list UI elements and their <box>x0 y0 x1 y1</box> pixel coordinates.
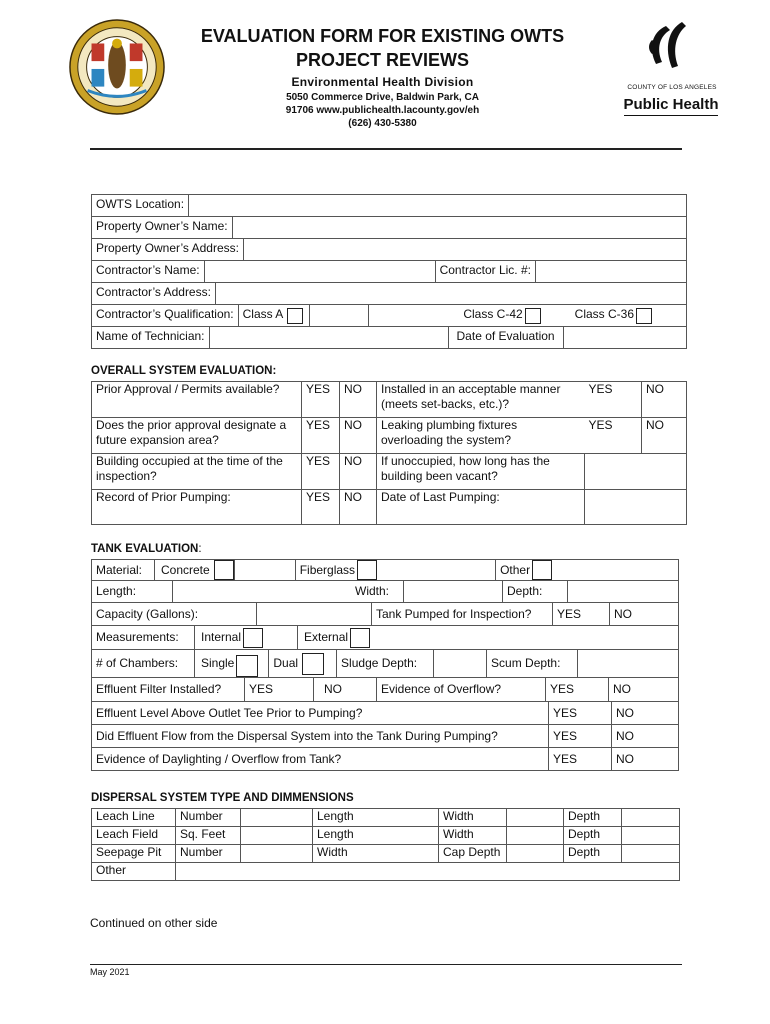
dispersal-dim3-label: Depth <box>564 845 622 863</box>
q-pumping-no[interactable]: NO <box>340 490 377 525</box>
daylight-label: Evidence of Daylighting / Overflow from Tank? <box>92 748 549 770</box>
q-last-pumping-date: Date of Last Pumping: <box>377 490 585 525</box>
division-address: 5050 Commerce Drive, Baldwin Park, CA <box>286 92 479 103</box>
division-phone: (626) 430-5380 <box>348 118 417 129</box>
depth-field[interactable] <box>568 581 678 602</box>
dispersal-dim3-field[interactable] <box>622 809 680 827</box>
q-prior-approval-yes[interactable]: YES <box>302 382 340 418</box>
owts-location-row <box>92 195 687 217</box>
fiberglass-label: Fiberglass <box>299 563 356 577</box>
overflow-yes[interactable]: YES <box>546 678 609 701</box>
dispersal-type-label: Leach Line <box>92 809 176 827</box>
single-label: Single <box>201 656 235 670</box>
capacity-field[interactable] <box>257 603 372 625</box>
spacer-cell <box>234 560 296 581</box>
overflow-no[interactable]: NO <box>613 682 631 696</box>
dispersal-dim3-label: Depth <box>564 827 622 845</box>
depth-label: Depth: <box>503 581 568 602</box>
spacer-cell <box>263 626 298 649</box>
dispersal-other-label: Other <box>92 863 176 881</box>
q-expansion-area: Does the prior approval designate a future expansion area? <box>92 418 302 454</box>
q-prior-approval-no[interactable]: NO <box>340 382 377 418</box>
material-label: Material: <box>92 560 155 581</box>
flow-no[interactable]: NO <box>616 729 634 743</box>
dispersal-dim3-label: Depth <box>564 809 622 827</box>
footer-divider <box>90 964 682 965</box>
overall-row-2 <box>92 418 687 454</box>
flow-label: Did Effluent Flow from the Dispersal System into the Tank During Pumping? <box>92 725 549 747</box>
logo-county-text: COUNTY OF LOS ANGELES <box>627 84 717 91</box>
dispersal-heading: DISPERSAL SYSTEM TYPE AND DIMMENSIONS <box>91 792 354 804</box>
tank-heading <box>91 543 202 555</box>
spacer-cell <box>377 560 496 581</box>
dispersal-other-field[interactable] <box>176 863 680 881</box>
dispersal-measure-field[interactable] <box>241 809 313 827</box>
pumped-label: Tank Pumped for Inspection? <box>372 603 553 625</box>
concrete-checkbox[interactable] <box>214 560 234 580</box>
dispersal-measure-label: Number <box>176 845 241 863</box>
technician-label: Name of Technician: <box>92 327 210 348</box>
flow-yes[interactable]: YES <box>549 725 612 747</box>
owts-location-field[interactable] <box>189 195 686 216</box>
tank-material-row <box>91 559 679 581</box>
other-material-label: Other <box>500 563 531 577</box>
tank-flow-row <box>91 725 679 748</box>
q-pumping-yes[interactable]: YES <box>302 490 340 525</box>
county-seal <box>68 18 166 116</box>
fiberglass-checkbox[interactable] <box>357 560 377 580</box>
overall-row-4 <box>92 490 687 525</box>
class-c42-label: Class C-42 <box>463 307 523 321</box>
q-installed-no[interactable]: NO <box>642 382 687 418</box>
capacity-label: Capacity (Gallons): <box>92 603 257 625</box>
dispersal-dim1-label: Length <box>313 809 439 827</box>
owner-address-field[interactable] <box>244 239 686 260</box>
dispersal-measure-field[interactable] <box>241 827 313 845</box>
dual-label: Dual <box>273 656 299 670</box>
width-field[interactable] <box>404 581 503 602</box>
pumped-yes[interactable]: YES <box>553 603 610 625</box>
dispersal-dim1-label: Width <box>313 845 439 863</box>
level-no[interactable]: NO <box>616 706 634 720</box>
dispersal-row <box>92 809 680 827</box>
contractor-lic-field[interactable] <box>536 261 686 282</box>
public-health-mark-icon <box>622 18 722 82</box>
other-material-checkbox[interactable] <box>532 560 552 580</box>
q-expansion-no[interactable]: NO <box>340 418 377 454</box>
owner-address-label: Property Owner’s Address: <box>92 239 244 260</box>
pumped-no[interactable]: NO <box>614 607 632 621</box>
dispersal-dim2-field[interactable] <box>507 845 564 863</box>
sludge-depth-label: Sludge Depth: <box>337 650 434 677</box>
measurements-label: Measurements: <box>92 626 195 649</box>
form-title-line1: EVALUATION FORM FOR EXISTING OWTS <box>200 26 565 46</box>
dispersal-dim2-label: Width <box>439 809 507 827</box>
q-leaking-yes[interactable]: YES <box>585 418 642 454</box>
contractor-name-row <box>92 261 687 283</box>
internal-label: Internal <box>201 630 242 644</box>
tank-dimensions-row <box>91 581 679 603</box>
length-label: Length: <box>92 581 173 602</box>
single-checkbox[interactable] <box>236 655 258 677</box>
contractor-address-label: Contractor’s Address: <box>92 283 216 304</box>
q-occupied-yes[interactable]: YES <box>302 454 340 490</box>
owner-name-label: Property Owner’s Name: <box>92 217 233 238</box>
dispersal-type-label: Seepage Pit <box>92 845 176 863</box>
level-label: Effluent Level Above Outlet Tee Prior to Pumping? <box>92 702 549 724</box>
dispersal-row <box>92 827 680 845</box>
overall-evaluation-table <box>91 381 687 525</box>
technician-field[interactable] <box>210 327 449 348</box>
spacer-cell <box>258 650 269 677</box>
header-divider <box>90 148 682 150</box>
q-leaking-no[interactable]: NO <box>642 418 687 454</box>
internal-checkbox[interactable] <box>243 628 263 648</box>
dispersal-dim3-field[interactable] <box>622 827 680 845</box>
external-label: External <box>304 630 349 644</box>
dual-checkbox[interactable] <box>302 653 324 675</box>
width-label: Width: <box>351 581 404 602</box>
concrete-label: Concrete <box>161 563 210 577</box>
spacer-cell <box>324 650 337 677</box>
dispersal-row <box>92 845 680 863</box>
dispersal-type-label: Leach Field <box>92 827 176 845</box>
dispersal-table <box>91 808 680 881</box>
q-prior-approval: Prior Approval / Permits available? <box>92 382 302 418</box>
contractor-lic-label: Contractor Lic. #: <box>436 261 536 282</box>
overflow-label: Evidence of Overflow? <box>377 678 546 701</box>
dispersal-measure-field[interactable] <box>241 845 313 863</box>
dispersal-measure-label: Sq. Feet <box>176 827 241 845</box>
owts-info-table <box>91 194 687 349</box>
class-a-checkbox[interactable] <box>287 308 303 324</box>
overall-row-1 <box>92 382 687 418</box>
dispersal-dim2-label: Width <box>439 827 507 845</box>
class-c36-label: Class C-36 <box>574 307 635 321</box>
scum-depth-label: Scum Depth: <box>487 650 578 677</box>
filter-label: Effluent Filter Installed? <box>92 678 245 701</box>
tank-level-row <box>91 702 679 725</box>
spacer-cell <box>309 305 369 326</box>
revision-date: May 2021 <box>90 967 130 977</box>
overall-heading: OVERALL SYSTEM EVALUATION: <box>91 365 277 377</box>
q-installed-acceptable: Installed in an acceptable manner (meets set-backs, etc.)? <box>377 382 585 418</box>
contractor-qual-label: Contractor’s Qualification: <box>92 305 239 326</box>
filter-yes[interactable]: YES <box>245 678 314 701</box>
dispersal-dim1-label: Length <box>313 827 439 845</box>
tank-heading-colon: : <box>198 543 202 555</box>
dispersal-dim2-label: Cap Depth <box>439 845 507 863</box>
sludge-depth-field[interactable] <box>434 650 487 677</box>
q-leaking-plumbing: Leaking plumbing fixtures overloading the system? <box>377 418 585 454</box>
chambers-label: # of Chambers: <box>92 650 195 677</box>
owner-address-row <box>92 239 687 261</box>
continued-note: Continued on other side <box>90 916 218 930</box>
external-checkbox[interactable] <box>350 628 370 648</box>
daylight-no[interactable]: NO <box>616 752 634 766</box>
tank-filter-row <box>91 678 679 702</box>
class-a-label: Class A <box>242 307 284 321</box>
dispersal-dim2-field[interactable] <box>507 809 564 827</box>
dispersal-measure-label: Number <box>176 809 241 827</box>
logo-public-health-text: Public Health <box>623 96 719 113</box>
contractor-address-field[interactable] <box>216 283 686 304</box>
length-field[interactable] <box>173 581 351 602</box>
tank-heading-text: TANK EVALUATION <box>91 543 199 555</box>
dispersal-dim2-field[interactable] <box>507 827 564 845</box>
contractor-name-field[interactable] <box>205 261 436 282</box>
public-health-logo <box>622 18 722 122</box>
owner-name-row <box>92 217 687 239</box>
q-expansion-yes[interactable]: YES <box>302 418 340 454</box>
tank-chambers-row <box>91 650 679 678</box>
q-occupied-no[interactable]: NO <box>340 454 377 490</box>
overall-row-3 <box>92 454 687 490</box>
q-prior-pumping: Record of Prior Pumping: <box>92 490 302 525</box>
filter-no[interactable]: NO <box>314 678 377 701</box>
tank-capacity-row <box>91 603 679 626</box>
q-installed-yes[interactable]: YES <box>585 382 642 418</box>
q-vacant-duration: If unoccupied, how long has the building been vacant? <box>377 454 585 490</box>
dispersal-dim3-field[interactable] <box>622 845 680 863</box>
vacant-duration-field[interactable] <box>585 454 687 490</box>
tank-measurements-row <box>91 626 679 650</box>
class-c42-checkbox[interactable] <box>525 308 541 324</box>
q-building-occupied: Building occupied at the time of the inspection? <box>92 454 302 490</box>
owner-name-field[interactable] <box>233 217 686 238</box>
division-name: Environmental Health Division <box>291 75 474 89</box>
tank-evaluation-table <box>91 559 679 771</box>
owts-location-label: OWTS Location: <box>92 195 189 216</box>
form-title-line2: PROJECT REVIEWS <box>295 50 470 70</box>
daylight-yes[interactable]: YES <box>549 748 612 770</box>
contractor-address-row <box>92 283 687 305</box>
technician-row <box>92 327 687 349</box>
level-yes[interactable]: YES <box>549 702 612 724</box>
dispersal-other-row <box>92 863 680 881</box>
date-eval-label: Date of Evaluation <box>449 327 564 348</box>
contractor-name-label: Contractor’s Name: <box>92 261 205 282</box>
contractor-qualification-row <box>92 305 687 327</box>
division-zip-web: 91706 www.publichealth.lacounty.gov/eh <box>285 105 480 116</box>
date-eval-field[interactable] <box>564 327 686 348</box>
tank-daylight-row <box>91 748 679 771</box>
class-c36-checkbox[interactable] <box>636 308 652 324</box>
last-pumping-date-field[interactable] <box>585 490 687 525</box>
